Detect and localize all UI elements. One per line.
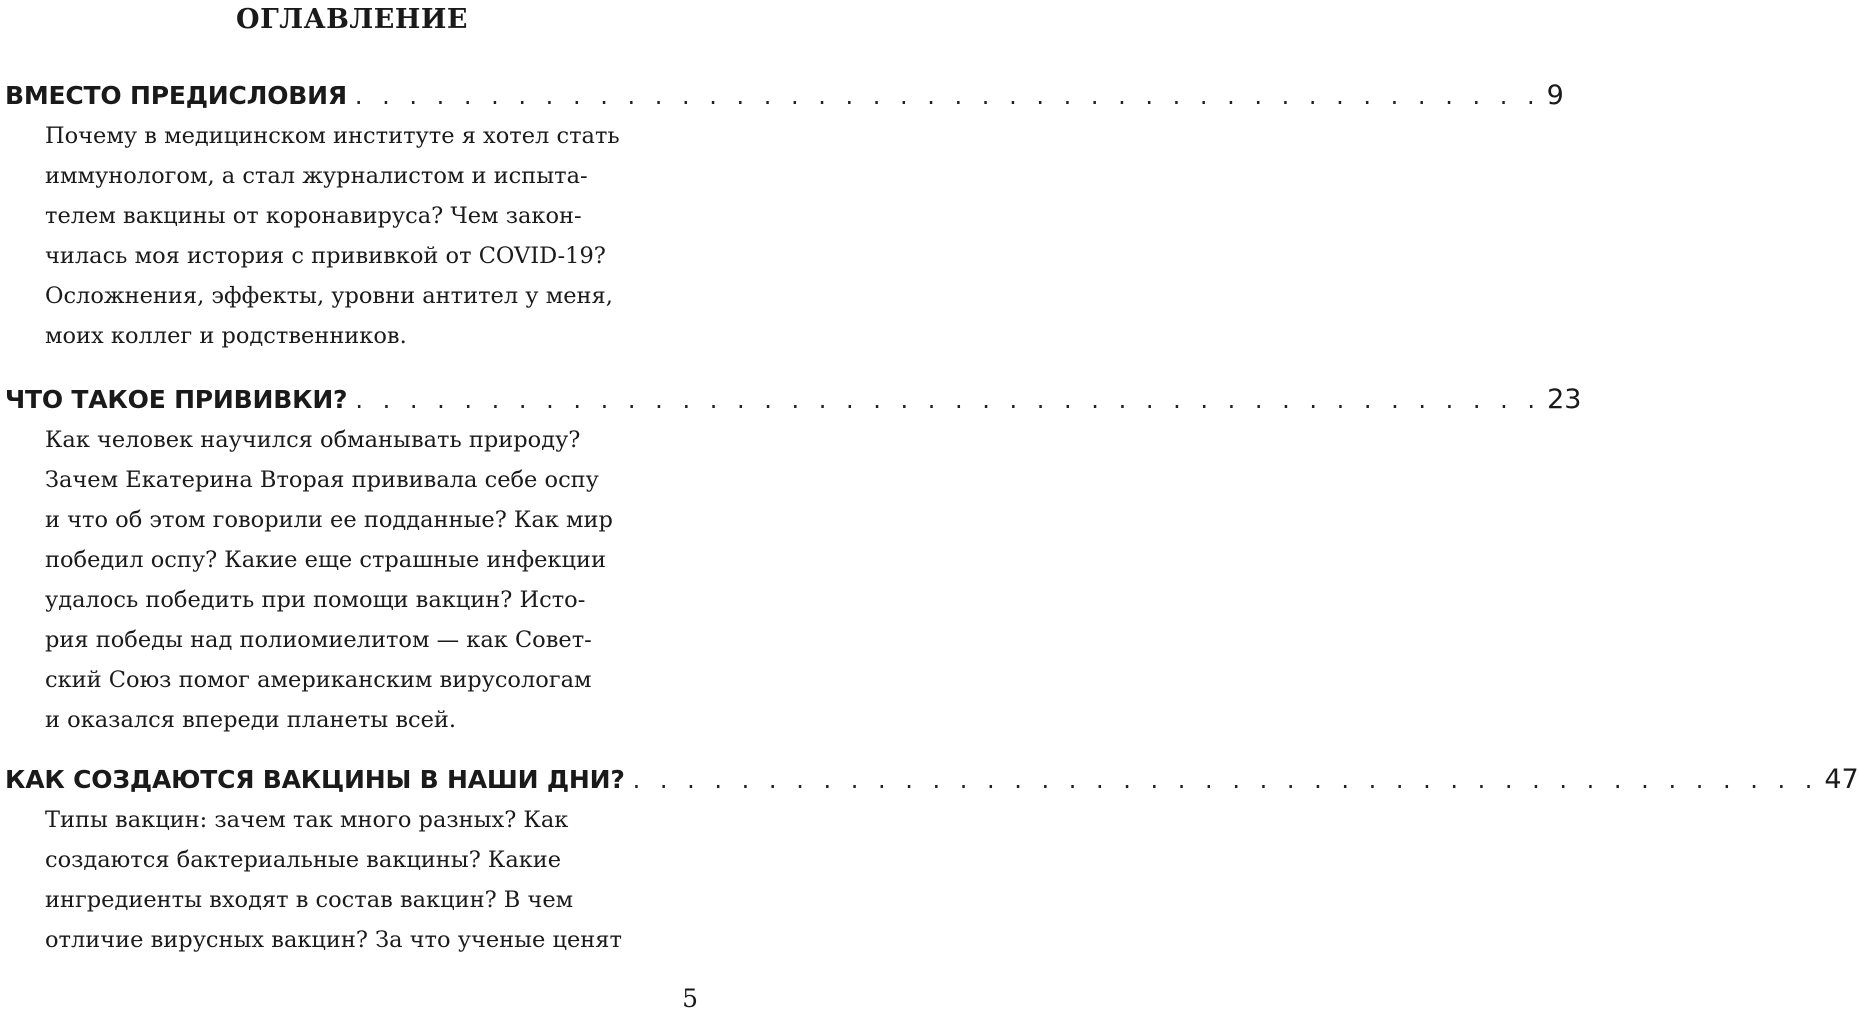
description-line: ингредиенты входят в состав вакцин? В чем bbox=[45, 887, 574, 913]
description-line: моих коллег и родственников. bbox=[45, 323, 407, 349]
dot-leader: . . . . . . . . . . . . . . . . . . . . . . . . . . . . . . . . . . . . . . . . . . . . bbox=[632, 766, 1819, 794]
description-line: Как человек научился обманывать природу? bbox=[45, 427, 581, 453]
description-line: победил оспу? Какие еще страшные инфекции bbox=[45, 547, 606, 573]
description-line: иммунологом, а стал журналистом и испыта- bbox=[45, 163, 588, 189]
toc-entry-title: КАК СОЗДАЮТСЯ ВАКЦИНЫ В НАШИ ДНИ? bbox=[5, 765, 625, 794]
description-line: Осложнения, эффекты, уровни антител у меня, bbox=[45, 283, 613, 309]
page-title: ОГЛАВЛЕНИЕ bbox=[236, 4, 468, 35]
toc-entry-heading[interactable] bbox=[0, 380, 1582, 420]
dot-leader: . . . . . . . . . . . . . . . . . . . . . . . . . . . . . . . . . . . . . . . . . . . . bbox=[355, 386, 1542, 414]
toc-entry-heading[interactable] bbox=[0, 760, 1859, 800]
toc-page-number: 47 bbox=[1824, 764, 1859, 795]
toc-entry bbox=[0, 380, 1582, 740]
description-line: Типы вакцин: зачем так много разных? Как bbox=[45, 807, 569, 833]
description-line: удалось победить при помощи вакцин? Исто- bbox=[45, 587, 586, 613]
toc-entry-title: ЧТО ТАКОЕ ПРИВИВКИ? bbox=[5, 385, 348, 414]
page-number-footer: 5 bbox=[682, 984, 698, 1013]
dot-leader: . . . . . . . . . . . . . . . . . . . . . . . . . . . . . . . . . . . . . . . . . . . . bbox=[354, 82, 1541, 110]
toc-entry-title: ВМЕСТО ПРЕДИСЛОВИЯ bbox=[5, 81, 347, 110]
toc-entry-description bbox=[0, 420, 700, 740]
description-line: ский Союз помог американским вирусологам bbox=[45, 667, 592, 693]
description-line: рия победы над полиомиелитом — как Совет- bbox=[45, 627, 592, 653]
toc-entry-description bbox=[0, 800, 700, 960]
description-line: и оказался впереди планеты всей. bbox=[45, 707, 457, 733]
toc-entry-description bbox=[0, 116, 700, 356]
toc-page-number: 23 bbox=[1547, 384, 1582, 415]
toc-page-number: 9 bbox=[1546, 80, 1564, 111]
description-line: телем вакцины от коронавируса? Чем закон- bbox=[45, 203, 582, 229]
description-line: чилась моя история с прививкой от COVID-19? bbox=[45, 243, 606, 269]
description-line: и что об этом говорили ее подданные? Как мир bbox=[45, 507, 613, 533]
description-line: создаются бактериальные вакцины? Какие bbox=[45, 847, 562, 873]
toc-entry bbox=[0, 760, 1859, 960]
toc-entry bbox=[0, 76, 1564, 356]
toc-entry-heading[interactable] bbox=[0, 76, 1564, 116]
description-line: Почему в медицинском институте я хотел стать bbox=[45, 123, 620, 149]
description-line: Зачем Екатерина Вторая прививала себе оспу bbox=[45, 467, 599, 493]
description-line: отличие вирусных вакцин? За что ученые ценят bbox=[45, 927, 622, 953]
